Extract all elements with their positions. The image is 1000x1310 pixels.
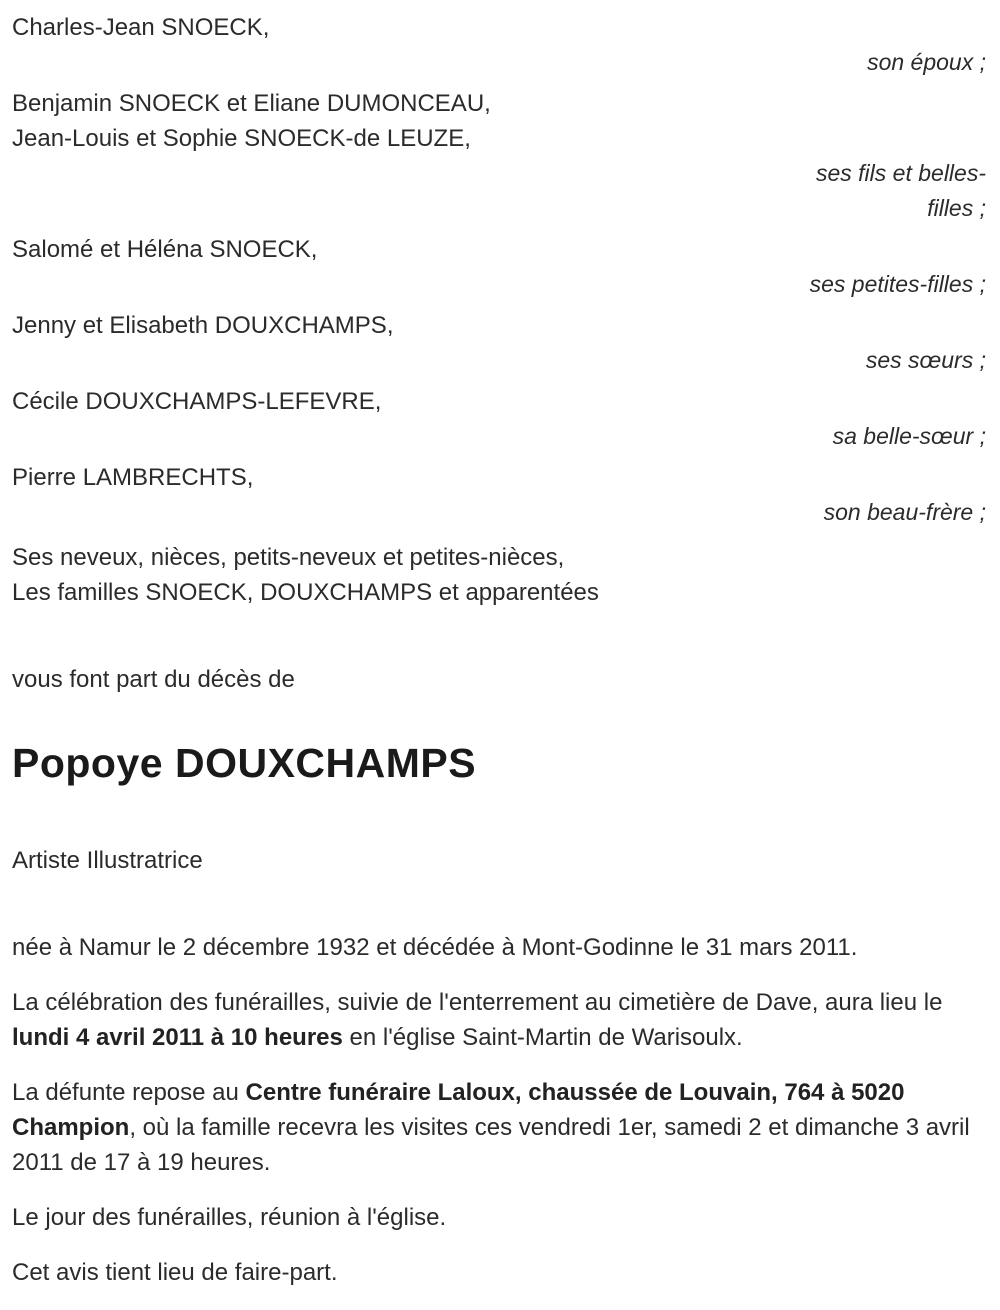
repose-text-part1: La défunte repose au: [12, 1079, 246, 1106]
repose-paragraph: [12, 1075, 988, 1180]
relation-label: son beau-frère ;: [823, 499, 986, 525]
extra-family-lines: [12, 540, 988, 610]
relation-label: ses petites-filles ;: [809, 271, 986, 297]
family-group-sister-in-law: [12, 384, 988, 454]
relation-row: [12, 343, 988, 378]
family-group-sisters: [12, 308, 988, 378]
relation-label: ses sœurs ;: [865, 347, 986, 373]
funeral-paragraph: [12, 985, 988, 1055]
relation-label: sa belle-sœur ;: [832, 423, 986, 449]
repose-text-part2: , où la famille recevra les visites ces vendredi 1er, samedi 2 et dimanche 3 avril 2011 de 17 à 19 heures.: [12, 1114, 970, 1176]
birth-death-paragraph: née à Namur le 2 décembre 1932 et décédée à Mont-Godinne le 31 mars 2011.: [12, 934, 858, 961]
closing-line: Cet avis tient lieu de faire-part.: [12, 1259, 338, 1286]
family-name-line: Jenny et Elisabeth DOUXCHAMPS,: [12, 312, 394, 339]
family-name-line: Benjamin SNOECK et Eliane DUMONCEAU,: [12, 90, 491, 117]
funeral-date-bold: lundi 4 avril 2011 à 10 heures: [12, 1024, 343, 1051]
funeral-text-part1: La célébration des funérailles, suivie de l'enterrement au cimetière de Dave, aura lieu le: [12, 989, 943, 1016]
family-name-line: Pierre LAMBRECHTS,: [12, 464, 254, 491]
announcement-line: vous font part du décès de: [12, 666, 295, 693]
family-name-line: Charles-Jean SNOECK,: [12, 14, 270, 41]
relation-label: ses fils et belles-filles ;: [815, 160, 986, 221]
family-group-brother-in-law: [12, 460, 988, 530]
family-name-line: Cécile DOUXCHAMPS-LEFEVRE,: [12, 388, 382, 415]
extra-family-line: Les familles SNOECK, DOUXCHAMPS et apparentées: [12, 579, 599, 606]
family-name-line: Salomé et Héléna SNOECK,: [12, 236, 318, 263]
relation-row: [12, 156, 988, 226]
extra-family-line: Ses neveux, nièces, petits-neveux et petites-nièces,: [12, 544, 565, 571]
relation-row: [12, 45, 988, 80]
relation-label: son époux ;: [867, 49, 986, 75]
family-group-granddaughters: [12, 232, 988, 302]
family-group-spouse: [12, 10, 988, 80]
meeting-line: Le jour des funérailles, réunion à l'église.: [12, 1204, 447, 1231]
deceased-name-heading: Popoye DOUXCHAMPS: [12, 740, 477, 786]
funeral-text-part2: en l'église Saint-Martin de Warisoulx.: [342, 1024, 743, 1051]
profession-line: Artiste Illustratrice: [12, 847, 203, 874]
relation-row: [12, 419, 988, 454]
relation-row: [12, 267, 988, 302]
family-group-sons: [12, 86, 988, 226]
relation-row: [12, 495, 988, 530]
family-name-line: Jean-Louis et Sophie SNOECK-de LEUZE,: [12, 125, 471, 152]
repose-address-bold: Centre funéraire Laloux, chaussée de Louvain, 764 à 5020 Champion: [12, 1079, 905, 1141]
